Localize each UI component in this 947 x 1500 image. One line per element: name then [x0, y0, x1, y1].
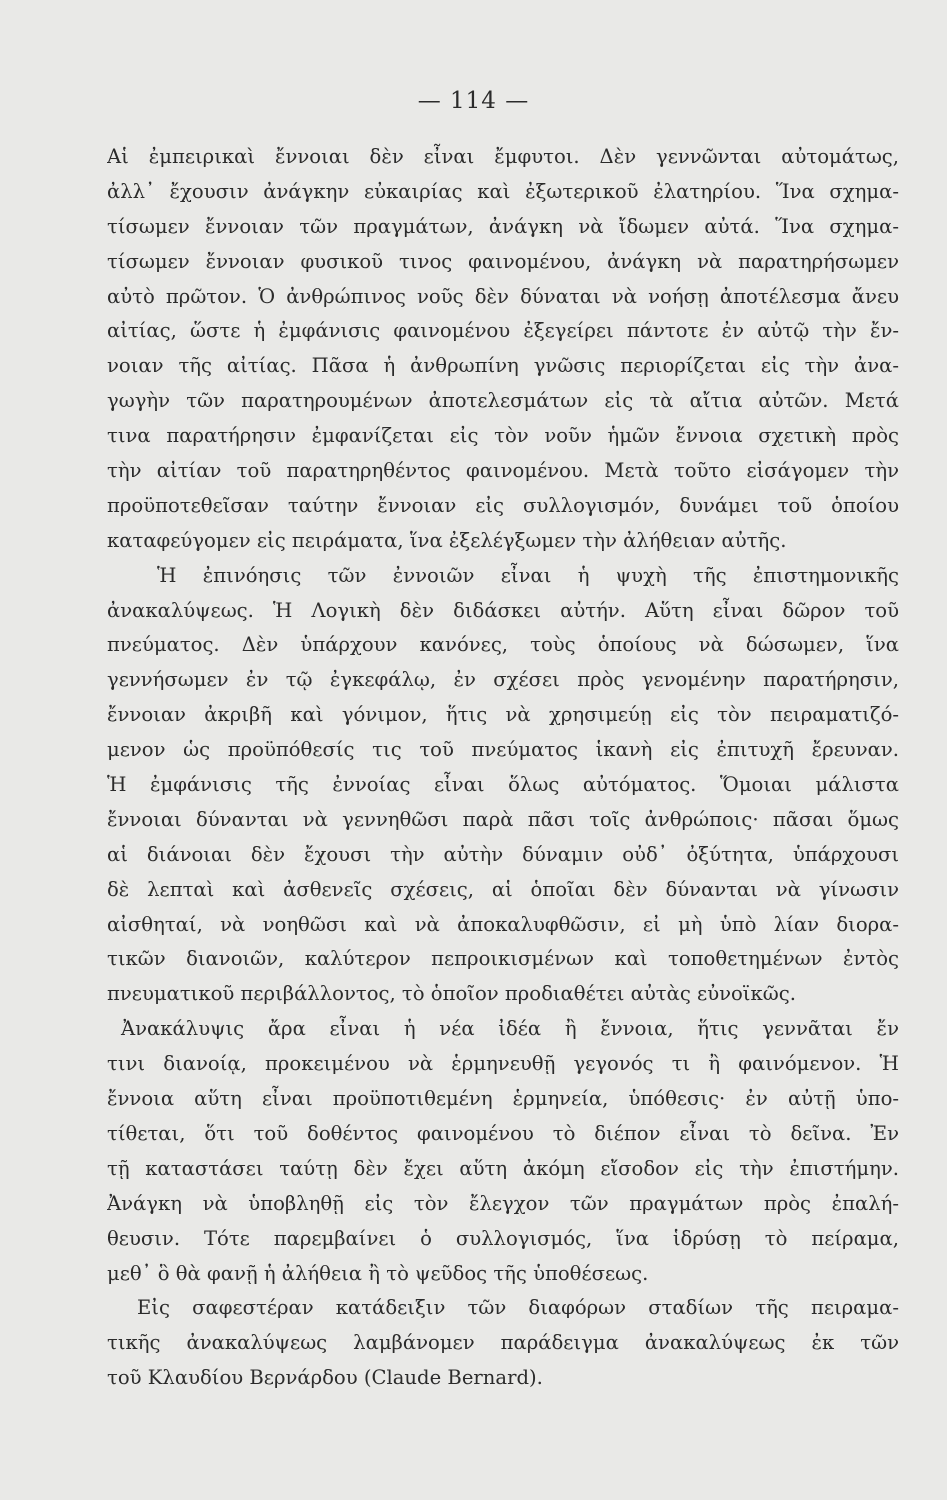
text-line: Αἱ ἐμπειρικαὶ ἔννοιαι δὲν εἶναι ἔμφυτοι. Δὲν γεννῶνται αὐτομάτως,: [107, 145, 899, 168]
text-line: τικῆς ἀνακαλύψεως λαμβάνομεν παράδειγμα ἀνακαλύψεως ἐκ τῶν: [107, 1331, 899, 1355]
text-line: ἔννοια αὕτη εἶναι προϋποτιθεμένη ἑρμηνεία, ὑπόθεσις· ἐν αὐτῇ ὑπο-: [107, 1087, 899, 1111]
text-line: ἔννοιαν ἀκριβῆ καὶ γόνιμον, ἥτις νὰ χρησιμεύῃ εἰς τὸν πειραματιζό-: [107, 703, 899, 727]
text-line: Ἡ ἐπινόησις τῶν ἐννοιῶν εἶναι ἡ ψυχὴ τῆς ἐπιστημονικῆς: [157, 563, 899, 587]
text-line: ἀλλ᾽ ἔχουσιν ἀνάγκην εὐκαιρίας καὶ ἐξωτερικοῦ ἐλατηρίου. Ἵνα σχημα-: [107, 179, 899, 203]
text-line: τοῦ Κλαυδίου Βερνάρδου (Claude Bernard).: [107, 1366, 543, 1390]
text-line: τῇ καταστάσει ταύτῃ δὲν ἔχει αὕτη ἀκόμη εἴσοδον εἰς τὴν ἐπιστήμην.: [107, 1156, 899, 1180]
text-line: πνεύματος. Δὲν ὑπάρχουν κανόνες, τοὺς ὁποίους νὰ δώσωμεν, ἵνα: [107, 633, 899, 657]
text-line: καταφεύγομεν εἰς πειράματα, ἵνα ἐξελέγξωμεν τὴν ἀλήθειαν αὐτῆς.: [107, 528, 787, 552]
text-line: τὴν αἰτίαν τοῦ παρατηρηθέντος φαινομένου. Μετὰ τοῦτο εἰσάγομεν τὴν: [107, 459, 899, 483]
text-line: τίθεται, ὅτι τοῦ δοθέντος φαινομένου τὸ διέπον εἶναι τὸ δεῖνα. Ἐν: [107, 1121, 899, 1145]
text-line: τικῶν διανοιῶν, καλύτερον πεπροικισμένων καὶ τοποθετημένων ἐντὸς: [107, 947, 899, 971]
text-line: γεννήσωμεν ἐν τῷ ἐγκεφάλῳ, ἐν σχέσει πρὸς γενομένην παρατήρησιν,: [107, 668, 899, 692]
text-line: νοιαν τῆς αἰτίας. Πᾶσα ἡ ἀνθρωπίνη γνῶσις περιορίζεται εἰς τὴν ἀνα-: [107, 354, 899, 378]
text-line: αὐτὸ πρῶτον. Ὁ ἀνθρώπινος νοῦς δὲν δύναται νὰ νοήσῃ ἀποτέλεσμα ἄνευ: [107, 284, 899, 308]
text-line: θευσιν. Τότε παρεμβαίνει ὁ συλλογισμός, ἵνα ἱδρύσῃ τὸ πείραμα,: [107, 1226, 899, 1250]
text-line: αἱ διάνοιαι δὲν ἔχουσι τὴν αὐτὴν δύναμιν οὐδ᾽ ὀξύτητα, ὑπάρχουσι: [107, 842, 899, 866]
body-text: [107, 140, 899, 1396]
text-line: πνευματικοῦ περιβάλλοντος, τὸ ὁποῖον προδιαθέτει αὐτὰς εὐνοϊκῶς.: [107, 982, 796, 1006]
text-line: ἀνακαλύψεως. Ἡ Λογικὴ δὲν διδάσκει αὐτήν. Αὕτη εἶναι δῶρον τοῦ: [107, 598, 899, 622]
text-line: αἰτίας, ὥστε ἡ ἐμφάνισις φαινομένου ἐξεγείρει πάντοτε ἐν αὐτῷ τὴν ἔν-: [107, 319, 899, 343]
text-line: αἰσθηταί, νὰ νοηθῶσι καὶ νὰ ἀποκαλυφθῶσιν, εἰ μὴ ὑπὸ λίαν διορα-: [107, 912, 899, 936]
page-number: — 114 —: [417, 88, 530, 114]
text-line: τίσωμεν ἔννοιαν φυσικοῦ τινος φαινομένου, ἀνάγκη νὰ παρατηρήσωμεν: [107, 249, 899, 273]
text-line: μενον ὡς προϋπόθεσίς τις τοῦ πνεύματος ἱκανὴ εἰς ἐπιτυχῆ ἔρευναν.: [107, 738, 899, 762]
text-line: γωγὴν τῶν παρατηρουμένων ἀποτελεσμάτων εἰς τὰ αἴτια αὐτῶν. Μετά: [107, 389, 899, 413]
text-line: ἔννοιαι δύνανται νὰ γεννηθῶσι παρὰ πᾶσι τοῖς ἀνθρώποις· πᾶσαι ὅμως: [107, 807, 899, 831]
text-line: μεθ᾽ ὃ θὰ φανῇ ἡ ἀλήθεια ἢ τὸ ψεῦδος τῆς ὑποθέσεως.: [107, 1261, 649, 1285]
text-line: τινι διανοίᾳ, προκειμένου νὰ ἑρμηνευθῇ γεγονός τι ἢ φαινόμενον. Ἡ: [107, 1052, 899, 1076]
text-line: Ἀνακάλυψις ἄρα εἶναι ἡ νέα ἰδέα ἢ ἔννοια, ἥτις γεννᾶται ἔν: [121, 1017, 899, 1041]
text-line: προϋποτεθεῖσαν ταύτην ἔννοιαν εἰς συλλογισμόν, δυνάμει τοῦ ὁποίου: [107, 493, 899, 517]
text-line: τινα παρατήρησιν ἐμφανίζεται εἰς τὸν νοῦν ἡμῶν ἔννοια σχετικὴ πρὸς: [107, 424, 899, 448]
text-line: Ἀνάγκη νὰ ὑποβληθῇ εἰς τὸν ἔλεγχον τῶν πραγμάτων πρὸς ἐπαλή-: [107, 1191, 899, 1215]
text-line: δὲ λεπταὶ καὶ ἀσθενεῖς σχέσεις, αἱ ὁποῖαι δὲν δύνανται νὰ γίνωσιν: [107, 877, 899, 901]
text-line: Ἡ ἐμφάνισις τῆς ἐννοίας εἶναι ὅλως αὐτόματος. Ὅμοιαι μάλιστα: [107, 773, 899, 797]
text-line: Εἰς σαφεστέραν κατάδειξιν τῶν διαφόρων σταδίων τῆς πειραμα-: [137, 1296, 899, 1320]
text-line: τίσωμεν ἔννοιαν τῶν πραγμάτων, ἀνάγκη νὰ ἴδωμεν αὐτά. Ἵνα σχημα-: [107, 214, 899, 238]
